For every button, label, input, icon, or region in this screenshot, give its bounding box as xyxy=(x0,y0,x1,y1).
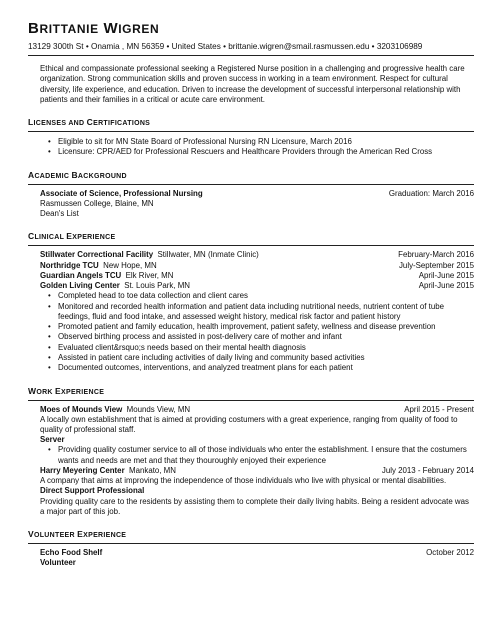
clinical-heading-rest2: XPERIENCE xyxy=(72,234,116,242)
volunteer-heading xyxy=(28,529,474,541)
list-item-text: Licensure: CPR/AED for Professional Rescuers and Healthcare Providers through the American Red Cross xyxy=(58,147,433,157)
job-dates: July 2013 - February 2014 xyxy=(381,465,474,475)
work-job-1 xyxy=(40,405,474,446)
volunteer-dates: October 2012 xyxy=(426,548,474,557)
employer-location: Mankato, MN xyxy=(129,465,176,475)
volunteer-role: Volunteer xyxy=(40,558,76,568)
volunteer-entry xyxy=(40,548,474,568)
academic-divider xyxy=(28,184,474,185)
work-divider xyxy=(28,400,474,401)
list-item xyxy=(28,343,474,353)
job-dates: April 2015 - Present xyxy=(404,404,474,414)
graduation-date: Graduation: March 2016 xyxy=(388,188,474,198)
list-item-text: Observed birthing process and assisted in post-delivery care of mother and infant xyxy=(58,332,342,342)
site-location: Elk River, MN xyxy=(125,270,174,280)
clinical-site-row xyxy=(40,250,474,260)
work-heading-initial2: E xyxy=(55,385,62,396)
degree-title: Associate of Science, Professional Nursing xyxy=(40,188,203,198)
list-item xyxy=(28,291,474,301)
list-item-text: Promoted patient and family education, health improvement, patient safety, wellness and disease prevention xyxy=(58,322,436,332)
clinical-heading-initial: C xyxy=(28,231,35,242)
licenses-heading-initial2: C xyxy=(86,117,94,128)
job-title: Server xyxy=(40,435,65,445)
employer-name: Moes of Mounds View xyxy=(40,404,123,414)
clinical-divider xyxy=(28,245,474,246)
name-first-rest: RITTANIE xyxy=(39,22,99,36)
clinical-site-row xyxy=(40,261,474,271)
employer-description: A company that aims at improving the independence of those individuals who live with physical or mental disabilities. xyxy=(40,476,447,486)
volunteer-heading-rest: OLUNTEER xyxy=(33,532,78,539)
job-detail: Providing quality care to the residents by assisting them to complete their daily living habits. Being a resident advocate was a major part of this job. xyxy=(40,496,469,516)
bullet-icon: • xyxy=(48,363,51,373)
licenses-heading xyxy=(28,117,474,129)
work-heading-rest: ORK xyxy=(36,388,56,396)
clinical-sites xyxy=(40,250,474,291)
volunteer-heading-rest2: XPERIENCE xyxy=(83,532,127,539)
site-name: Stillwater Correctional Facility xyxy=(40,250,154,260)
academic-honor: Dean's List xyxy=(40,209,79,219)
volunteer-org: Echo Food Shelf xyxy=(40,548,103,557)
list-item xyxy=(28,322,474,332)
candidate-name xyxy=(28,20,474,38)
list-item-text: Monitored and recorded health information and patient data including nutritional needs, nutrient content of tube feedings, fluid and food intake, and assessed weight history, medical risk factor and patient history xyxy=(58,301,445,321)
resume-page xyxy=(28,20,474,568)
name-last-rest: IGREN xyxy=(118,22,160,36)
bullet-icon: • xyxy=(48,301,51,311)
site-name: Guardian Angels TCU xyxy=(40,270,122,280)
list-item xyxy=(28,332,474,342)
academic-heading-rest2: ACKGROUND xyxy=(77,172,127,180)
licenses-divider xyxy=(28,131,474,132)
volunteer-heading-initial: V xyxy=(28,529,34,539)
bullet-icon: • xyxy=(48,322,51,332)
bullet-icon: • xyxy=(48,147,51,157)
bullet-icon: • xyxy=(48,137,51,147)
bullet-icon: • xyxy=(48,445,51,455)
list-item-text: Evaluated client&rsquo;s needs based on their mental health diagnosis xyxy=(58,342,306,352)
licenses-heading-rest: ICENSES AND xyxy=(33,120,87,128)
bullet-icon: • xyxy=(48,332,51,342)
licenses-heading-rest2: ERTIFICATIONS xyxy=(93,120,151,128)
bullet-icon: • xyxy=(48,342,51,352)
job-title: Direct Support Professional xyxy=(40,486,145,496)
bullet-icon: • xyxy=(48,291,51,301)
site-dates: July-September 2015 xyxy=(398,260,474,270)
work-duties-list xyxy=(28,445,474,466)
list-item xyxy=(28,363,474,373)
contact-line: 13129 300th St • Onamia , MN 56359 • United States • brittanie.wigren@smail.rasmussen.edu • 3203106989 xyxy=(28,42,423,51)
list-item xyxy=(28,353,474,363)
site-location: Stillwater, MN (Inmate Clinic) xyxy=(157,250,259,260)
work-job-2 xyxy=(40,466,474,517)
work-heading xyxy=(28,386,474,398)
list-item-text: Assisted in patient care including activities of daily living and community based activities xyxy=(58,352,365,362)
site-dates: April-June 2015 xyxy=(418,270,474,280)
clinical-site-row xyxy=(40,281,474,291)
name-first-initial: B xyxy=(28,20,40,37)
list-item-text: Completed head to toe data collection and client cares xyxy=(58,291,248,301)
academic-heading-rest: CADEMIC xyxy=(34,172,72,180)
list-item-text: Documented outcomes, interventions, and analyzed treatment plans for each patient xyxy=(58,363,353,373)
header-divider xyxy=(28,55,474,56)
academic-entry xyxy=(40,189,474,220)
site-location: New Hope, MN xyxy=(103,260,157,270)
clinical-site-row xyxy=(40,271,474,281)
list-item-text: Providing quality costumer service to all of those individuals who enter the establishment. I ensure that the costumers wants and needs are met and that they thouroughly enjoyed their experience xyxy=(58,445,467,465)
list-item xyxy=(28,302,474,323)
list-item xyxy=(28,137,474,147)
clinical-duties-list xyxy=(28,291,474,373)
list-item-text: Eligible to sit for MN State Board of Professional Nursing RN Licensure, March 2016 xyxy=(58,137,352,147)
name-last-initial: W xyxy=(103,20,119,37)
school-name: Rasmussen College, Blaine, MN xyxy=(40,198,154,208)
site-dates: February-March 2016 xyxy=(398,250,474,260)
site-location: St. Louis Park, MN xyxy=(124,281,190,290)
volunteer-heading-initial2: E xyxy=(77,529,84,539)
academic-heading-initial2: B xyxy=(71,169,78,180)
clinical-heading-rest: LINICAL xyxy=(34,234,67,242)
bullet-icon: • xyxy=(48,352,51,362)
clinical-heading-initial2: E xyxy=(66,231,73,242)
academic-heading-initial: A xyxy=(28,169,35,180)
clinical-heading xyxy=(28,231,474,243)
licenses-list xyxy=(28,137,474,158)
employer-description: A locally own establishment that is aimed at providing costumers with a great experience, ranging from quality of food to quality of professional staff. xyxy=(40,414,458,434)
list-item xyxy=(28,445,474,466)
work-heading-rest2: XPERIENCE xyxy=(61,388,105,396)
employer-name: Harry Meyering Center xyxy=(40,465,125,475)
site-name: Golden Living Center xyxy=(40,281,120,290)
employer-location: Mounds View, MN xyxy=(126,404,191,414)
volunteer-divider xyxy=(28,543,474,544)
site-dates: April-June 2015 xyxy=(418,281,474,290)
licenses-heading-initial: L xyxy=(28,117,34,128)
work-heading-initial: W xyxy=(28,385,37,396)
academic-heading xyxy=(28,170,474,182)
site-name: Northridge TCU xyxy=(40,260,99,270)
summary-paragraph: Ethical and compassionate professional seeking a Registered Nurse position in a challenging and progressive health care organization. Strong communication skills and proven success in working in a team environment. Respect for cultural diversity, life experience, and education. Driven to increase the development of successful interpersonal relationship with patients and their families in a critical or acute care environment. xyxy=(40,64,465,104)
list-item xyxy=(28,147,474,157)
